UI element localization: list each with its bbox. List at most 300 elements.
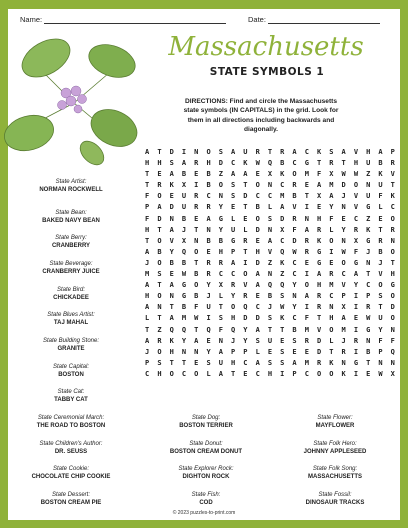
grid-letter[interactable]: B [378, 247, 383, 256]
grid-letter[interactable]: L [145, 314, 150, 323]
grid-letter[interactable]: O [329, 369, 334, 378]
grid-letter[interactable]: C [304, 369, 309, 378]
grid-letter[interactable]: U [231, 225, 236, 234]
grid-letter[interactable]: S [218, 148, 223, 156]
grid-letter[interactable]: I [353, 369, 359, 378]
grid-letter[interactable]: Q [280, 281, 285, 290]
grid-letter[interactable]: A [292, 358, 297, 367]
grid-letter[interactable]: C [366, 281, 371, 290]
grid-letter[interactable]: U [366, 159, 371, 168]
grid-letter[interactable]: N [157, 303, 162, 312]
grid-letter[interactable]: V [378, 270, 383, 279]
grid-letter[interactable]: D [292, 236, 297, 245]
grid-letter[interactable]: N [390, 236, 395, 245]
grid-letter[interactable]: O [194, 247, 199, 256]
grid-letter[interactable]: O [390, 247, 395, 256]
grid-letter[interactable]: B [378, 159, 383, 168]
grid-letter[interactable]: B [181, 303, 187, 312]
grid-letter[interactable]: X [280, 225, 285, 234]
grid-letter[interactable]: S [292, 336, 297, 345]
grid-letter[interactable]: N [194, 148, 199, 156]
grid-letter[interactable]: H [316, 281, 322, 290]
grid-letter[interactable]: H [145, 159, 150, 168]
grid-letter[interactable]: A [194, 336, 199, 345]
grid-letter[interactable]: M [304, 170, 309, 179]
grid-letter[interactable]: Q [169, 325, 174, 334]
grid-letter[interactable]: T [390, 258, 395, 267]
grid-letter[interactable]: I [243, 258, 248, 267]
grid-letter[interactable]: A [353, 270, 359, 279]
grid-letter[interactable]: T [378, 303, 383, 312]
grid-letter[interactable]: S [280, 358, 285, 367]
grid-letter[interactable]: G [316, 247, 322, 256]
grid-letter[interactable]: B [169, 258, 174, 267]
grid-letter[interactable]: W [255, 159, 260, 168]
grid-letter[interactable]: H [366, 148, 371, 156]
grid-letter[interactable]: B [206, 170, 211, 179]
grid-letter[interactable]: G [366, 203, 371, 212]
grid-letter[interactable]: B [218, 236, 223, 245]
grid-letter[interactable]: R [206, 258, 211, 267]
grid-letter[interactable]: E [280, 336, 285, 345]
grid-letter[interactable]: R [390, 225, 395, 234]
grid-letter[interactable]: K [341, 369, 346, 378]
grid-letter[interactable]: S [329, 148, 334, 156]
grid-letter[interactable]: U [206, 303, 211, 312]
grid-letter[interactable]: J [341, 336, 346, 345]
grid-letter[interactable]: A [329, 192, 334, 201]
grid-letter[interactable]: G [218, 214, 223, 223]
grid-letter[interactable]: K [280, 258, 285, 267]
grid-letter[interactable]: B [194, 270, 199, 279]
grid-letter[interactable]: F [145, 214, 150, 223]
grid-letter[interactable]: I [353, 347, 359, 356]
grid-letter[interactable]: R [243, 236, 248, 245]
grid-letter[interactable]: Z [366, 214, 371, 223]
grid-letter[interactable]: H [255, 247, 260, 256]
grid-letter[interactable]: J [378, 258, 383, 267]
grid-letter[interactable]: V [316, 325, 322, 334]
grid-letter[interactable]: O [194, 369, 199, 378]
grid-letter[interactable]: C [231, 270, 236, 279]
grid-letter[interactable]: O [353, 181, 359, 190]
grid-letter[interactable]: K [366, 225, 371, 234]
grid-letter[interactable]: E [194, 214, 199, 223]
grid-letter[interactable]: R [341, 347, 346, 356]
grid-letter[interactable]: C [280, 236, 285, 245]
grid-letter[interactable]: C [181, 369, 187, 378]
grid-letter[interactable]: K [316, 236, 322, 245]
grid-letter[interactable]: F [390, 336, 395, 345]
grid-letter[interactable]: T [378, 225, 383, 234]
grid-letter[interactable]: Z [280, 270, 285, 279]
grid-letter[interactable]: I [304, 303, 309, 312]
grid-letter[interactable]: A [145, 148, 150, 156]
grid-letter[interactable]: X [329, 170, 334, 179]
grid-letter[interactable]: V [353, 192, 359, 201]
grid-letter[interactable]: K [329, 358, 334, 367]
grid-letter[interactable]: G [304, 159, 309, 168]
grid-letter[interactable]: H [169, 347, 174, 356]
grid-letter[interactable]: T [157, 225, 162, 234]
grid-letter[interactable]: T [169, 358, 174, 367]
grid-letter[interactable]: E [341, 214, 346, 223]
grid-letter[interactable]: J [341, 192, 346, 201]
grid-letter[interactable]: Z [366, 170, 371, 179]
grid-letter[interactable]: D [255, 314, 260, 323]
grid-letter[interactable]: P [378, 347, 383, 356]
grid-letter[interactable]: B [181, 214, 187, 223]
grid-letter[interactable]: P [341, 292, 346, 301]
grid-letter[interactable]: A [145, 247, 150, 256]
grid-letter[interactable]: J [145, 258, 150, 267]
grid-letter[interactable]: Y [378, 325, 383, 334]
grid-letter[interactable]: M [329, 181, 334, 190]
grid-letter[interactable]: K [378, 170, 383, 179]
grid-letter[interactable]: I [353, 292, 359, 301]
grid-letter[interactable]: K [316, 148, 322, 156]
grid-letter[interactable]: E [378, 214, 383, 223]
grid-letter[interactable]: F [316, 170, 322, 179]
grid-letter[interactable]: T [280, 325, 285, 334]
grid-letter[interactable]: R [316, 292, 322, 301]
grid-letter[interactable]: A [316, 270, 322, 279]
grid-letter[interactable]: D [255, 258, 260, 267]
grid-letter[interactable]: R [304, 247, 309, 256]
grid-letter[interactable]: E [292, 347, 297, 356]
grid-letter[interactable]: A [255, 281, 260, 290]
grid-letter[interactable]: L [243, 225, 248, 234]
grid-letter[interactable]: R [292, 181, 297, 190]
grid-letter[interactable]: I [181, 148, 187, 156]
grid-letter[interactable]: T [231, 369, 236, 378]
grid-letter[interactable]: O [206, 148, 211, 156]
grid-letter[interactable]: C [292, 270, 297, 279]
grid-letter[interactable]: T [390, 181, 395, 190]
grid-letter[interactable]: T [243, 181, 248, 190]
grid-letter[interactable]: I [280, 369, 285, 378]
grid-letter[interactable]: F [194, 303, 199, 312]
grid-letter[interactable]: N [194, 347, 199, 356]
grid-letter[interactable]: O [157, 192, 162, 201]
grid-letter[interactable]: T [218, 303, 223, 312]
grid-letter[interactable]: R [378, 236, 383, 245]
grid-letter[interactable]: N [366, 258, 371, 267]
grid-letter[interactable]: T [145, 236, 150, 245]
grid-letter[interactable]: A [231, 170, 236, 179]
grid-letter[interactable]: Q [231, 325, 236, 334]
grid-letter[interactable]: Y [206, 347, 211, 356]
grid-letter[interactable]: O [304, 281, 309, 290]
grid-letter[interactable]: X [390, 369, 395, 378]
grid-letter[interactable]: M [341, 325, 346, 334]
grid-letter[interactable]: A [231, 148, 236, 156]
name-field[interactable] [20, 15, 226, 24]
grid-letter[interactable]: L [329, 336, 334, 345]
grid-letter[interactable]: R [243, 292, 248, 301]
grid-letter[interactable]: V [169, 236, 174, 245]
grid-letter[interactable]: D [316, 347, 322, 356]
grid-letter[interactable]: E [366, 369, 371, 378]
grid-letter[interactable]: G [366, 236, 371, 245]
grid-letter[interactable]: H [329, 314, 334, 323]
grid-letter[interactable]: Y [169, 247, 174, 256]
grid-letter[interactable]: A [169, 225, 174, 234]
grid-letter[interactable]: T [329, 347, 334, 356]
grid-letter[interactable]: V [390, 170, 395, 179]
grid-letter[interactable]: E [206, 336, 211, 345]
grid-letter[interactable]: F [353, 247, 359, 256]
grid-letter[interactable]: T [243, 203, 248, 212]
grid-letter[interactable]: R [157, 336, 162, 345]
grid-letter[interactable]: E [169, 192, 174, 201]
grid-letter[interactable]: W [378, 369, 383, 378]
grid-letter[interactable]: T [145, 170, 150, 179]
grid-letter[interactable]: X [267, 170, 273, 179]
grid-letter[interactable]: T [145, 325, 150, 334]
grid-letter[interactable]: A [304, 225, 309, 234]
grid-letter[interactable]: N [169, 214, 174, 223]
grid-letter[interactable]: O [390, 214, 395, 223]
grid-letter[interactable]: T [267, 148, 273, 156]
grid-letter[interactable]: L [329, 225, 334, 234]
grid-letter[interactable]: N [341, 358, 346, 367]
grid-letter[interactable]: F [378, 192, 383, 201]
grid-letter[interactable]: P [145, 203, 150, 212]
grid-letter[interactable]: X [316, 192, 322, 201]
grid-letter[interactable]: D [157, 214, 162, 223]
grid-letter[interactable]: E [194, 358, 199, 367]
grid-letter[interactable]: A [206, 214, 211, 223]
grid-letter[interactable]: N [206, 225, 211, 234]
grid-letter[interactable]: S [206, 358, 211, 367]
grid-letter[interactable]: B [194, 292, 199, 301]
grid-letter[interactable]: H [267, 369, 273, 378]
grid-letter[interactable]: G [231, 236, 236, 245]
grid-letter[interactable]: Z [267, 258, 273, 267]
grid-letter[interactable]: R [304, 236, 309, 245]
grid-letter[interactable]: Y [329, 203, 334, 212]
grid-letter[interactable]: T [243, 247, 248, 256]
grid-letter[interactable]: O [292, 170, 297, 179]
grid-letter[interactable]: B [157, 247, 162, 256]
grid-letter[interactable]: C [341, 270, 346, 279]
grid-letter[interactable]: U [366, 192, 371, 201]
grid-letter[interactable]: S [267, 214, 273, 223]
grid-letter[interactable]: L [378, 203, 383, 212]
grid-letter[interactable]: S [157, 358, 162, 367]
grid-letter[interactable]: O [218, 181, 223, 190]
grid-letter[interactable]: D [316, 336, 322, 345]
grid-letter[interactable]: R [231, 281, 236, 290]
grid-letter[interactable]: R [194, 192, 199, 201]
grid-letter[interactable]: K [169, 181, 174, 190]
grid-letter[interactable]: T [366, 358, 371, 367]
grid-letter[interactable]: R [366, 303, 371, 312]
grid-letter[interactable]: I [194, 181, 199, 190]
grid-letter[interactable]: L [267, 203, 273, 212]
grid-letter[interactable]: A [145, 303, 150, 312]
grid-letter[interactable]: N [292, 292, 297, 301]
grid-letter[interactable]: E [353, 314, 359, 323]
grid-letter[interactable]: V [353, 148, 359, 156]
grid-letter[interactable]: B [292, 192, 297, 201]
grid-letter[interactable]: U [378, 181, 383, 190]
grid-letter[interactable]: C [231, 159, 236, 168]
grid-letter[interactable]: J [181, 225, 187, 234]
grid-letter[interactable]: A [341, 148, 346, 156]
grid-letter[interactable]: O [329, 325, 334, 334]
grid-letter[interactable]: A [218, 347, 223, 356]
grid-letter[interactable]: F [292, 225, 297, 234]
grid-letter[interactable]: Q [390, 347, 395, 356]
grid-letter[interactable]: T [169, 303, 174, 312]
grid-letter[interactable]: U [378, 314, 383, 323]
grid-letter[interactable]: W [353, 170, 359, 179]
grid-letter[interactable]: Y [292, 281, 297, 290]
grid-letter[interactable]: A [292, 148, 297, 156]
grid-letter[interactable]: R [157, 181, 162, 190]
grid-letter[interactable]: Y [243, 325, 248, 334]
grid-letter[interactable]: Q [206, 325, 211, 334]
grid-letter[interactable]: S [280, 347, 285, 356]
grid-letter[interactable]: S [157, 270, 162, 279]
grid-letter[interactable]: N [218, 192, 223, 201]
grid-letter[interactable]: P [292, 369, 297, 378]
grid-letter[interactable]: E [255, 292, 260, 301]
grid-letter[interactable]: Y [231, 292, 236, 301]
grid-letter[interactable]: B [206, 181, 211, 190]
grid-letter[interactable]: M [304, 358, 309, 367]
grid-letter[interactable]: A [267, 236, 273, 245]
grid-letter[interactable]: R [194, 203, 199, 212]
grid-letter[interactable]: A [145, 336, 150, 345]
grid-letter[interactable]: I [206, 314, 211, 323]
grid-letter[interactable]: S [267, 358, 273, 367]
grid-letter[interactable]: U [243, 148, 248, 156]
grid-letter[interactable]: F [218, 325, 223, 334]
grid-letter[interactable]: D [218, 159, 223, 168]
grid-letter[interactable]: O [157, 236, 162, 245]
grid-letter[interactable]: N [341, 236, 346, 245]
grid-letter[interactable]: N [341, 203, 346, 212]
grid-letter[interactable]: R [304, 336, 309, 345]
grid-letter[interactable]: R [316, 225, 322, 234]
grid-letter[interactable]: E [169, 270, 174, 279]
grid-letter[interactable]: B [255, 203, 260, 212]
grid-letter[interactable]: N [390, 325, 395, 334]
grid-letter[interactable]: A [316, 181, 322, 190]
grid-letter[interactable]: T [157, 281, 162, 290]
grid-letter[interactable]: E [231, 203, 236, 212]
grid-letter[interactable]: Z [218, 170, 223, 179]
grid-letter[interactable]: T [304, 192, 309, 201]
grid-letter[interactable]: V [267, 247, 273, 256]
grid-letter[interactable]: F [329, 214, 334, 223]
grid-letter[interactable]: V [353, 203, 359, 212]
grid-letter[interactable]: X [181, 236, 187, 245]
grid-letter[interactable]: Q [243, 303, 248, 312]
grid-letter[interactable]: R [206, 203, 211, 212]
grid-letter[interactable]: R [194, 159, 199, 168]
grid-letter[interactable]: A [378, 148, 383, 156]
grid-letter[interactable]: P [145, 358, 150, 367]
grid-letter[interactable]: D [255, 225, 260, 234]
grid-letter[interactable]: K [169, 336, 174, 345]
grid-letter[interactable]: A [181, 159, 187, 168]
grid-letter[interactable]: N [366, 181, 371, 190]
grid-letter[interactable]: B [292, 325, 297, 334]
grid-letter[interactable]: N [304, 214, 309, 223]
grid-letter[interactable]: S [280, 292, 285, 301]
grid-letter[interactable]: G [390, 281, 395, 290]
grid-letter[interactable]: C [292, 159, 297, 168]
grid-letter[interactable]: O [329, 236, 334, 245]
grid-letter[interactable]: Y [181, 336, 187, 345]
grid-letter[interactable]: T [194, 325, 199, 334]
grid-letter[interactable]: N [366, 336, 371, 345]
grid-letter[interactable]: E [206, 247, 211, 256]
grid-letter[interactable]: Q [267, 281, 273, 290]
grid-letter[interactable]: Q [267, 159, 273, 168]
date-field[interactable] [248, 15, 380, 24]
grid-letter[interactable]: A [255, 270, 260, 279]
grid-letter[interactable]: T [267, 325, 273, 334]
grid-letter[interactable]: H [390, 270, 395, 279]
grid-letter[interactable]: X [218, 281, 223, 290]
grid-letter[interactable]: H [157, 159, 162, 168]
grid-letter[interactable]: G [181, 281, 187, 290]
grid-letter[interactable]: A [255, 358, 260, 367]
grid-letter[interactable]: O [341, 258, 346, 267]
grid-letter[interactable]: H [316, 214, 322, 223]
grid-letter[interactable]: N [390, 358, 395, 367]
grid-letter[interactable]: G [316, 258, 322, 267]
grid-letter[interactable]: J [145, 347, 150, 356]
grid-letter[interactable]: N [267, 270, 273, 279]
grid-letter[interactable]: O [243, 270, 248, 279]
grid-letter[interactable]: V [341, 281, 346, 290]
grid-letter[interactable]: G [353, 358, 359, 367]
grid-letter[interactable]: O [169, 369, 174, 378]
grid-letter[interactable]: C [280, 181, 285, 190]
grid-letter[interactable]: L [218, 292, 223, 301]
grid-letter[interactable]: E [243, 369, 248, 378]
grid-letter[interactable]: H [145, 225, 150, 234]
grid-letter[interactable]: R [316, 358, 322, 367]
grid-letter[interactable]: O [316, 369, 322, 378]
grid-letter[interactable]: G [353, 258, 359, 267]
grid-letter[interactable]: X [353, 236, 359, 245]
grid-letter[interactable]: M [304, 325, 309, 334]
grid-letter[interactable]: E [304, 258, 309, 267]
grid-letter[interactable]: A [218, 369, 223, 378]
grid-letter[interactable]: S [231, 181, 236, 190]
grid-letter[interactable]: R [316, 303, 322, 312]
grid-letter[interactable]: P [231, 347, 236, 356]
grid-letter[interactable]: O [157, 292, 162, 301]
grid-letter[interactable]: K [390, 192, 395, 201]
grid-letter[interactable]: Y [218, 203, 223, 212]
grid-letter[interactable]: S [267, 314, 273, 323]
grid-letter[interactable]: T [181, 358, 187, 367]
grid-letter[interactable]: A [145, 281, 150, 290]
grid-letter[interactable]: A [157, 203, 162, 212]
grid-letter[interactable]: F [304, 314, 309, 323]
grid-letter[interactable]: R [353, 225, 359, 234]
grid-letter[interactable]: I [353, 325, 359, 334]
grid-letter[interactable]: R [353, 336, 359, 345]
